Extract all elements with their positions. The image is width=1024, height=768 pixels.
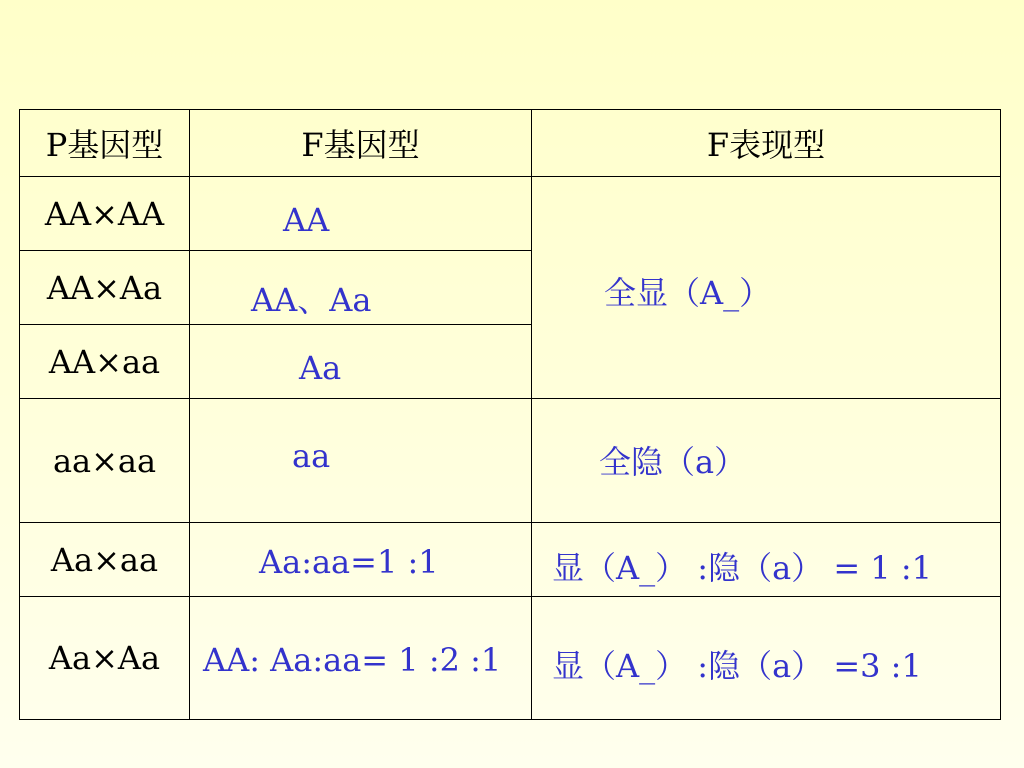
f-phenotype-answer: 显（A_） :隐（a） =3 :1 — [552, 647, 922, 685]
header-f-phenotype: F表现型 — [532, 110, 1001, 177]
f-genotype-answer: AA: Aa:aa= 1 :2 :1 — [203, 641, 502, 679]
f-genotype-cell — [190, 251, 532, 325]
p-genotype-cell: Aa×Aa — [20, 597, 190, 720]
f-genotype-answer: aa — [292, 437, 331, 475]
header-f-genotype: F基因型 — [190, 110, 532, 177]
header-p-genotype: P基因型 — [20, 110, 190, 177]
f-genotype-answer: Aa — [299, 349, 342, 387]
f-phenotype-cell — [532, 399, 1001, 523]
f-phenotype-cell — [532, 523, 1001, 597]
f-phenotype-merged-cell — [532, 177, 1001, 399]
f-phenotype-answer: 显（A_） :隐（a） = 1 :1 — [552, 549, 932, 587]
f-genotype-cell — [190, 399, 532, 523]
table-row — [20, 597, 1001, 720]
f-genotype-cell — [190, 177, 532, 251]
f-genotype-answer: Aa:aa=1 :1 — [259, 543, 439, 581]
f-phenotype-answer: 全隐（a） — [599, 443, 747, 481]
table-row — [20, 177, 1001, 251]
table-row — [20, 523, 1001, 597]
header-row — [20, 110, 1001, 177]
p-genotype-cell: Aa×aa — [20, 523, 190, 597]
p-genotype-cell: aa×aa — [20, 399, 190, 523]
f-phenotype-cell — [532, 597, 1001, 720]
f-genotype-cell — [190, 597, 532, 720]
f-genotype-answer: AA — [283, 201, 330, 239]
table-row — [20, 399, 1001, 523]
p-genotype-cell: AA×AA — [20, 177, 190, 251]
f-phenotype-answer: 全显（A_） — [604, 274, 772, 312]
f-genotype-cell — [190, 325, 532, 399]
p-genotype-cell: AA×aa — [20, 325, 190, 399]
p-genotype-cell: AA×Aa — [20, 251, 190, 325]
f-genotype-answer: AA、Aa — [251, 281, 372, 319]
f-genotype-cell — [190, 523, 532, 597]
genetics-table — [19, 109, 1001, 720]
